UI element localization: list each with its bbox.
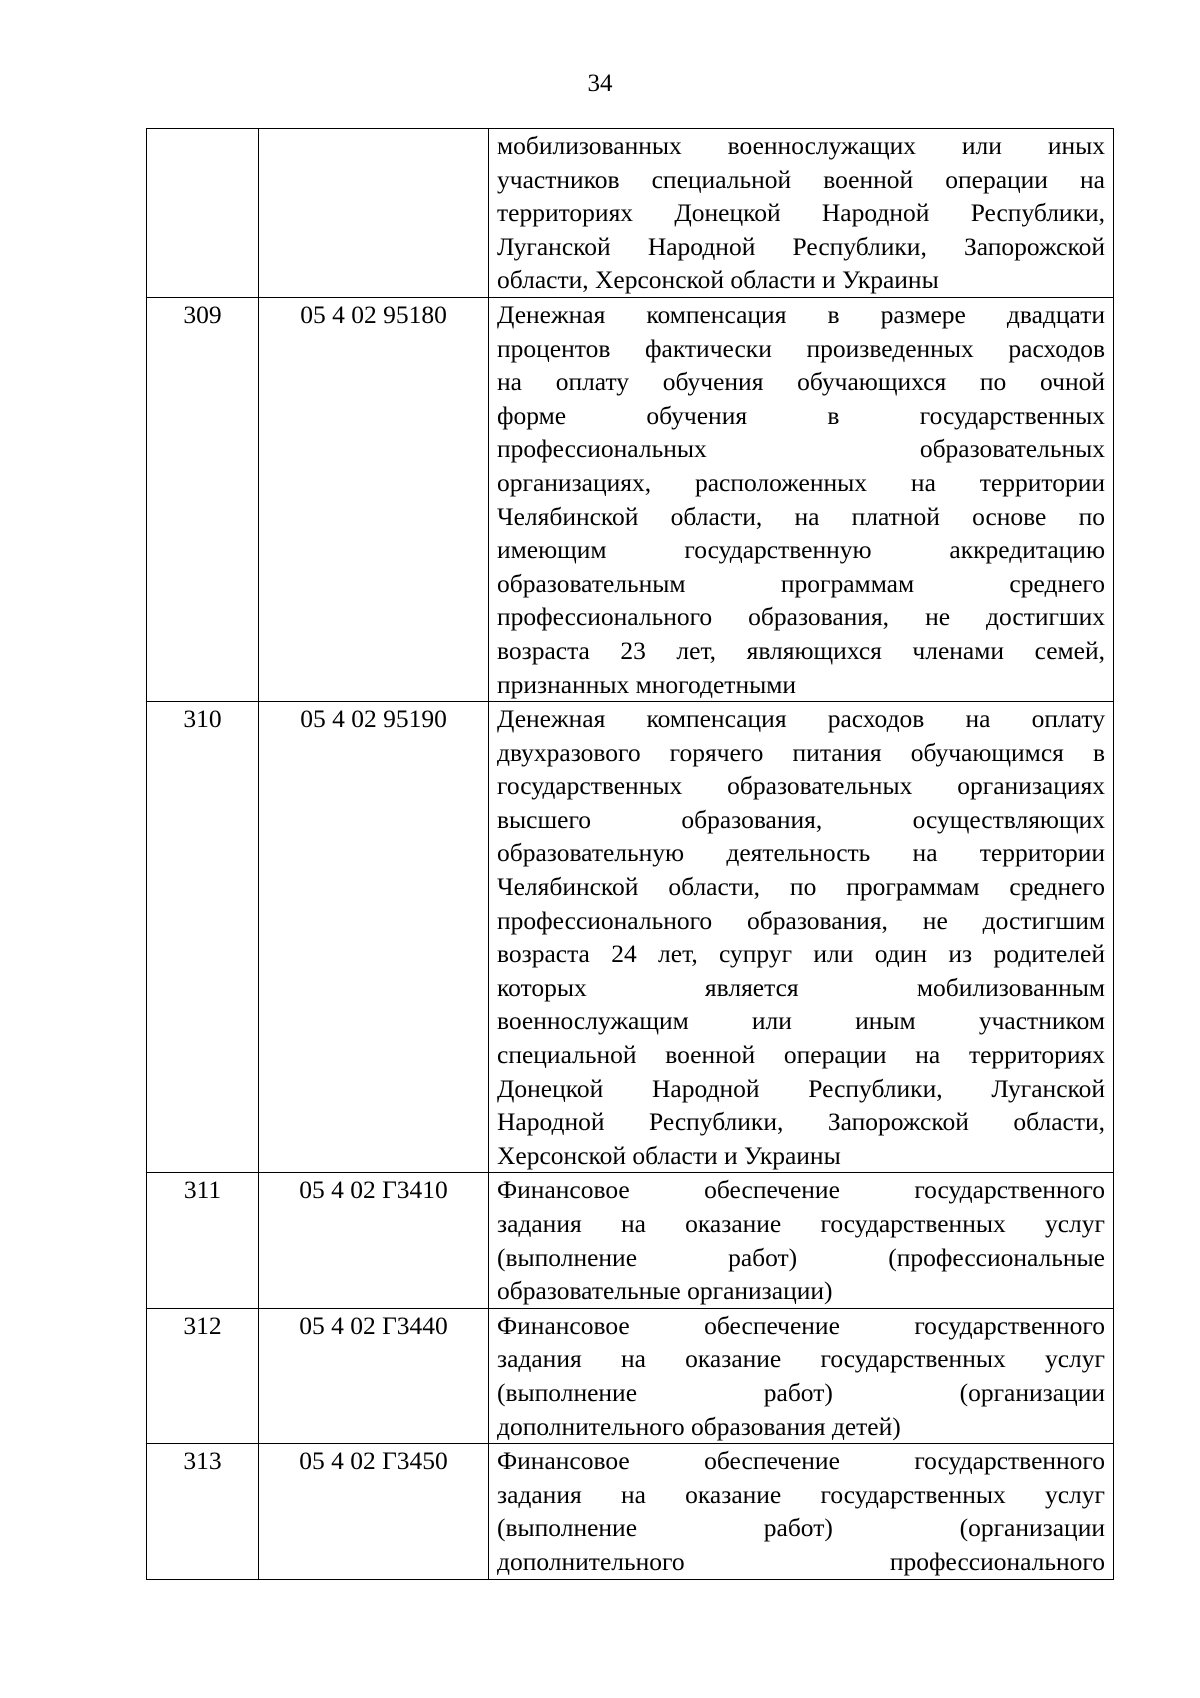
description-line: двухразового горячего питания обучающимся в [497, 737, 1105, 767]
description-line: форме обучения в государственных [497, 400, 1105, 430]
description-line: Донецкой Народной Республики, Луганской [497, 1073, 1105, 1103]
description-line: Финансовое обеспечение государственного [497, 1175, 1105, 1205]
description-line: профессионального образования, не достигшим [497, 905, 1105, 935]
description-line: дополнительного профессионального [497, 1546, 1105, 1576]
target-code-cell: 05 4 02 95180 [259, 297, 489, 701]
description-cell [489, 129, 1114, 298]
row-number-cell: 309 [147, 297, 259, 701]
target-code-cell: 05 4 02 Г3410 [259, 1173, 489, 1308]
description-line: Народной Республики, Запорожской области, [497, 1107, 1105, 1137]
description-line: (выполнение работ) (профессиональные [497, 1242, 1105, 1272]
description-line: области, Херсонской области и Украины [497, 265, 939, 295]
description-line: образовательную деятельность на территории [497, 838, 1105, 868]
description-line: задания на оказание государственных услуг [497, 1479, 1105, 1509]
description-line: Челябинской области, по программам среднего [497, 872, 1105, 902]
description-line: территориях Донецкой Народной Республики, [497, 198, 1105, 228]
description-line: Херсонской области и Украины [497, 1140, 841, 1170]
description-line: профессионального образования, не достигших [497, 602, 1105, 632]
description-cell [489, 297, 1114, 701]
description-cell [489, 1444, 1114, 1579]
target-code-cell: 05 4 02 95190 [259, 702, 489, 1173]
row-number-cell: 312 [147, 1308, 259, 1443]
description-cell [489, 1173, 1114, 1308]
page-number: 34 [587, 70, 613, 97]
description-line: Финансовое обеспечение государственного [497, 1310, 1105, 1340]
description-line: образовательные организации) [497, 1276, 833, 1306]
description-line: Денежная компенсация в размере двадцати [497, 299, 1105, 329]
description-line: военнослужащим или иным участником [497, 1006, 1105, 1036]
description-line: профессиональных образовательных [497, 434, 1105, 464]
row-number-cell [147, 129, 259, 298]
description-line: высшего образования, осуществляющих [497, 804, 1105, 834]
description-line: возраста 24 лет, супруг или один из родителей [497, 939, 1105, 969]
description-line: Денежная компенсация расходов на оплату [497, 704, 1105, 734]
description-line: участников специальной военной операции на [497, 164, 1105, 194]
row-number-cell: 313 [147, 1444, 259, 1579]
table-row [147, 297, 1114, 701]
target-code-cell [259, 129, 489, 298]
description-line: которых является мобилизованным [497, 972, 1105, 1002]
description-line: (выполнение работ) (организации [497, 1513, 1105, 1543]
description-line: мобилизованных военнослужащих или иных [497, 131, 1105, 160]
description-line: образовательным программам среднего [497, 568, 1105, 598]
row-number-cell: 311 [147, 1173, 259, 1308]
description-line: дополнительного образования детей) [497, 1411, 901, 1441]
description-line: признанных многодетными [497, 669, 797, 699]
description-line: Луганской Народной Республики, Запорожской [497, 231, 1105, 261]
table-body [147, 129, 1114, 1580]
description-line: возраста 23 лет, являющихся членами семей, [497, 635, 1105, 665]
table-row [147, 1444, 1114, 1579]
target-code-cell: 05 4 02 Г3440 [259, 1308, 489, 1443]
description-line: организациях, расположенных на территории [497, 467, 1105, 497]
description-line: задания на оказание государственных услуг [497, 1344, 1105, 1374]
description-line: Финансовое обеспечение государственного [497, 1446, 1105, 1476]
table-row [147, 1308, 1114, 1443]
description-line: Челябинской области, на платной основе по [497, 501, 1105, 531]
target-code-cell: 05 4 02 Г3450 [259, 1444, 489, 1579]
description-cell [489, 702, 1114, 1173]
description-line: на оплату обучения обучающихся по очной [497, 367, 1105, 397]
table-row [147, 702, 1114, 1173]
table-row [147, 1173, 1114, 1308]
description-line: процентов фактически произведенных расходов [497, 333, 1105, 363]
description-line: задания на оказание государственных услуг [497, 1209, 1105, 1238]
budget-classification-table [146, 128, 1114, 1580]
description-cell [489, 1308, 1114, 1443]
description-line: (выполнение работ) (организации [497, 1377, 1105, 1407]
description-line: имеющим государственную аккредитацию [497, 535, 1105, 565]
description-line: специальной военной операции на территориях [497, 1040, 1105, 1070]
description-line: государственных образовательных организациях [497, 771, 1105, 801]
row-number-cell: 310 [147, 702, 259, 1173]
table-row [147, 129, 1114, 298]
